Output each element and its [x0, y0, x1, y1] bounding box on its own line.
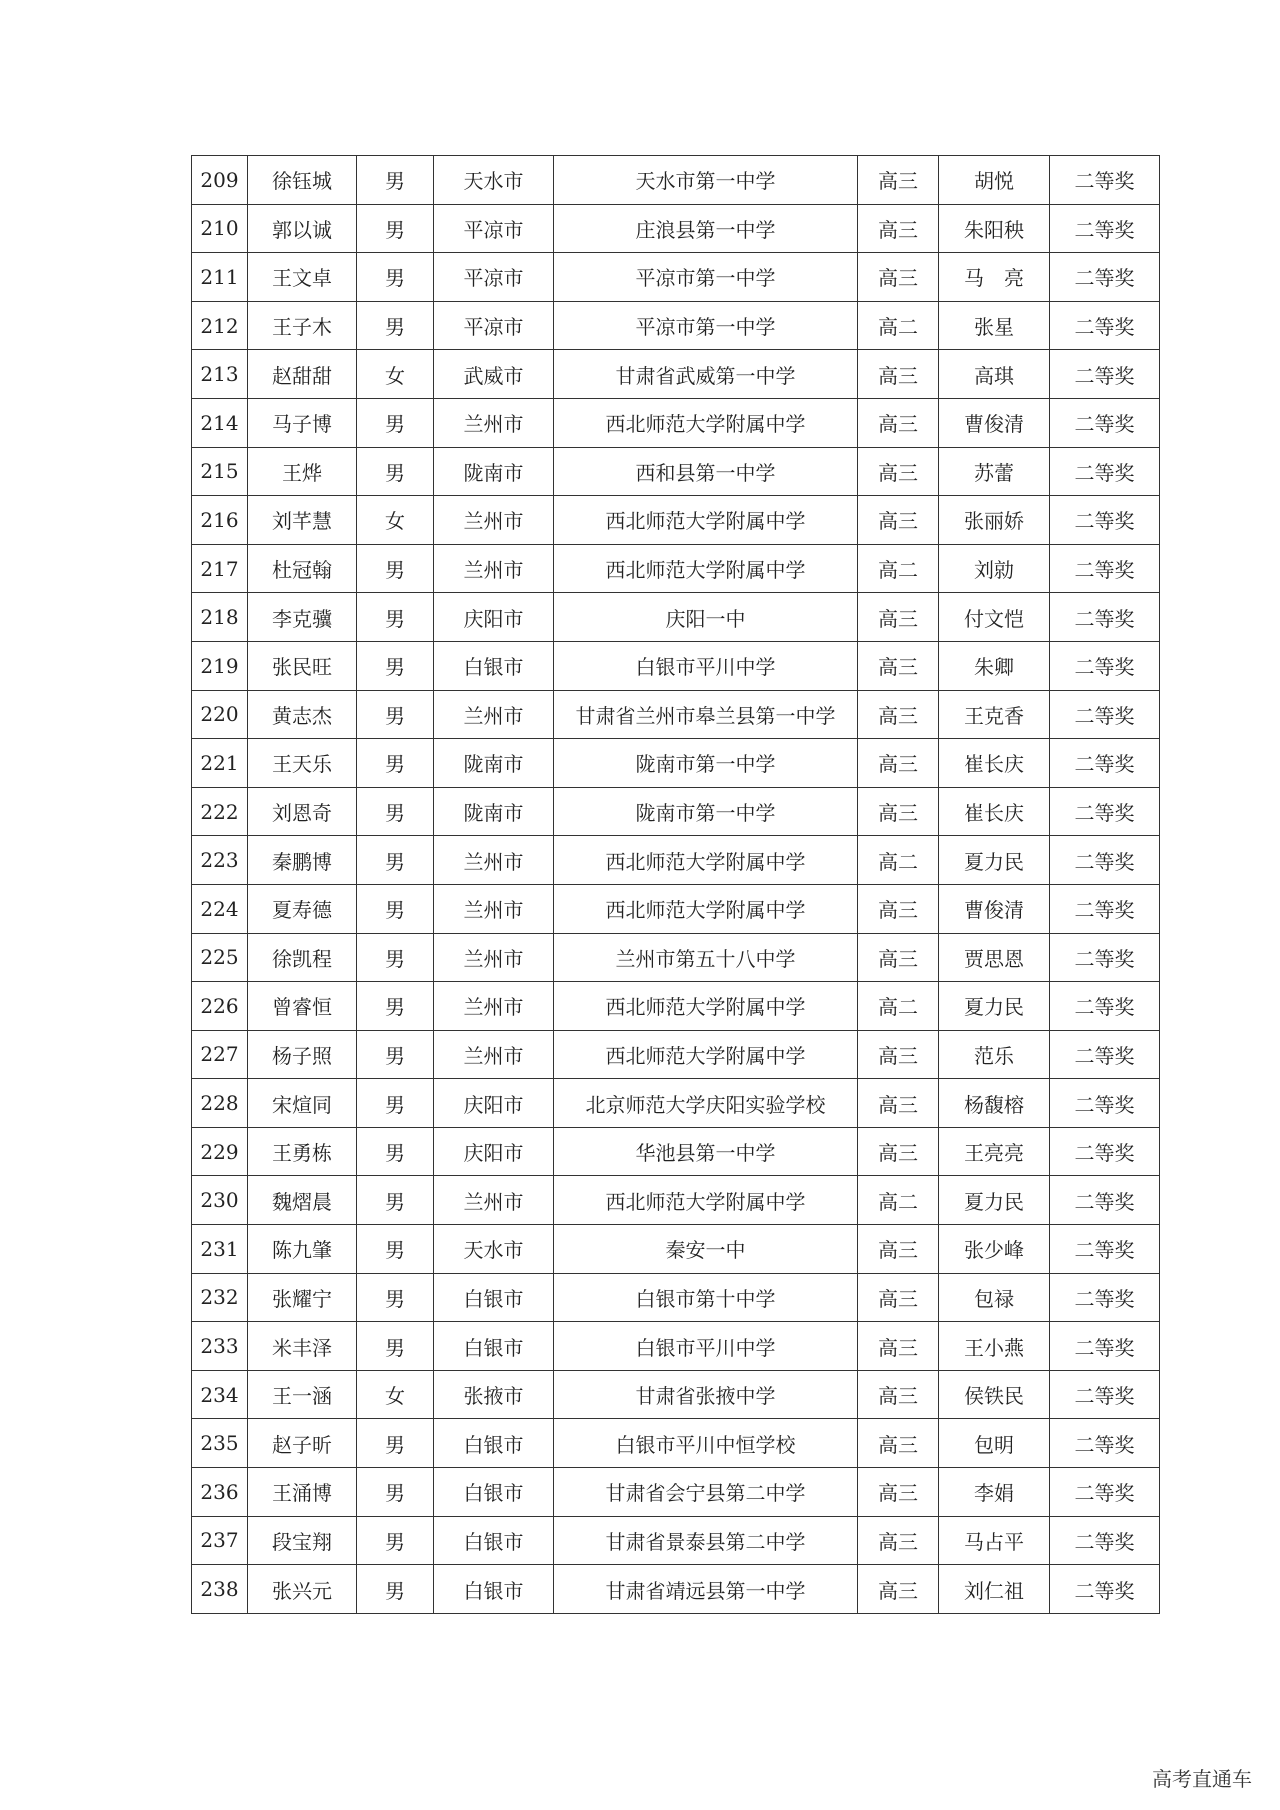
cell-school: 西北师范大学附属中学	[554, 1176, 858, 1225]
cell-number: 219	[192, 641, 248, 690]
cell-number: 220	[192, 690, 248, 739]
cell-grade: 高三	[858, 156, 939, 205]
cell-award: 二等奖	[1050, 982, 1160, 1031]
cell-city: 天水市	[434, 1225, 554, 1274]
cell-grade: 高三	[858, 641, 939, 690]
cell-number: 214	[192, 398, 248, 447]
table-row	[192, 544, 1160, 593]
table-row	[192, 204, 1160, 253]
cell-award: 二等奖	[1050, 1516, 1160, 1565]
cell-award: 二等奖	[1050, 1273, 1160, 1322]
table-row	[192, 982, 1160, 1031]
table-row	[192, 447, 1160, 496]
cell-award: 二等奖	[1050, 1322, 1160, 1371]
cell-grade: 高三	[858, 1030, 939, 1079]
cell-name: 刘恩奇	[248, 787, 357, 836]
cell-number: 237	[192, 1516, 248, 1565]
table-row	[192, 496, 1160, 545]
cell-grade: 高三	[858, 350, 939, 399]
cell-number: 211	[192, 253, 248, 302]
cell-grade: 高三	[858, 1565, 939, 1614]
cell-grade: 高三	[858, 1370, 939, 1419]
cell-grade: 高三	[858, 1079, 939, 1128]
cell-number: 228	[192, 1079, 248, 1128]
cell-name: 李克骥	[248, 593, 357, 642]
cell-teacher: 马 亮	[939, 253, 1050, 302]
cell-award: 二等奖	[1050, 1127, 1160, 1176]
cell-city: 庆阳市	[434, 1127, 554, 1176]
cell-award: 二等奖	[1050, 398, 1160, 447]
table-row	[192, 690, 1160, 739]
cell-school: 甘肃省靖远县第一中学	[554, 1565, 858, 1614]
cell-gender: 男	[357, 447, 434, 496]
cell-gender: 男	[357, 1468, 434, 1517]
cell-number: 222	[192, 787, 248, 836]
cell-teacher: 刘仁祖	[939, 1565, 1050, 1614]
cell-teacher: 付文恺	[939, 593, 1050, 642]
cell-number: 216	[192, 496, 248, 545]
cell-school: 西北师范大学附属中学	[554, 398, 858, 447]
table-row	[192, 350, 1160, 399]
cell-school: 西北师范大学附属中学	[554, 1030, 858, 1079]
cell-teacher: 朱阳秧	[939, 204, 1050, 253]
cell-school: 白银市第十中学	[554, 1273, 858, 1322]
cell-number: 231	[192, 1225, 248, 1274]
cell-city: 兰州市	[434, 982, 554, 1031]
cell-city: 兰州市	[434, 836, 554, 885]
cell-school: 甘肃省景泰县第二中学	[554, 1516, 858, 1565]
cell-award: 二等奖	[1050, 1468, 1160, 1517]
cell-school: 北京师范大学庆阳实验学校	[554, 1079, 858, 1128]
cell-teacher: 王克香	[939, 690, 1050, 739]
cell-teacher: 杨馥榕	[939, 1079, 1050, 1128]
table-row	[192, 884, 1160, 933]
cell-city: 兰州市	[434, 398, 554, 447]
cell-award: 二等奖	[1050, 544, 1160, 593]
table-row	[192, 593, 1160, 642]
cell-gender: 男	[357, 982, 434, 1031]
cell-number: 213	[192, 350, 248, 399]
cell-city: 天水市	[434, 156, 554, 205]
cell-teacher: 高琪	[939, 350, 1050, 399]
cell-number: 225	[192, 933, 248, 982]
cell-teacher: 朱卿	[939, 641, 1050, 690]
cell-school: 白银市平川中学	[554, 641, 858, 690]
table-row	[192, 1127, 1160, 1176]
cell-grade: 高三	[858, 447, 939, 496]
watermark-text: 高考直通车	[1152, 1767, 1252, 1791]
cell-gender: 男	[357, 884, 434, 933]
cell-grade: 高三	[858, 1516, 939, 1565]
cell-name: 米丰泽	[248, 1322, 357, 1371]
cell-teacher: 王亮亮	[939, 1127, 1050, 1176]
cell-school: 西北师范大学附属中学	[554, 544, 858, 593]
cell-city: 武威市	[434, 350, 554, 399]
cell-name: 杨子照	[248, 1030, 357, 1079]
table-row	[192, 1225, 1160, 1274]
cell-grade: 高三	[858, 1273, 939, 1322]
cell-school: 白银市平川中学	[554, 1322, 858, 1371]
cell-gender: 男	[357, 253, 434, 302]
cell-city: 庆阳市	[434, 593, 554, 642]
cell-grade: 高三	[858, 593, 939, 642]
cell-name: 徐钰城	[248, 156, 357, 205]
cell-name: 张民旺	[248, 641, 357, 690]
cell-name: 宋煊同	[248, 1079, 357, 1128]
cell-award: 二等奖	[1050, 884, 1160, 933]
cell-award: 二等奖	[1050, 836, 1160, 885]
cell-grade: 高三	[858, 398, 939, 447]
cell-award: 二等奖	[1050, 1565, 1160, 1614]
cell-name: 段宝翔	[248, 1516, 357, 1565]
table-row	[192, 641, 1160, 690]
cell-gender: 男	[357, 1176, 434, 1225]
cell-number: 227	[192, 1030, 248, 1079]
cell-number: 215	[192, 447, 248, 496]
cell-grade: 高二	[858, 836, 939, 885]
cell-number: 221	[192, 739, 248, 788]
cell-number: 218	[192, 593, 248, 642]
cell-award: 二等奖	[1050, 447, 1160, 496]
cell-teacher: 胡悦	[939, 156, 1050, 205]
cell-school: 华池县第一中学	[554, 1127, 858, 1176]
award-list-table	[191, 155, 1160, 1614]
cell-grade: 高三	[858, 884, 939, 933]
cell-name: 刘芊慧	[248, 496, 357, 545]
cell-number: 236	[192, 1468, 248, 1517]
cell-award: 二等奖	[1050, 1370, 1160, 1419]
cell-grade: 高二	[858, 1176, 939, 1225]
cell-grade: 高三	[858, 690, 939, 739]
cell-teacher: 崔长庆	[939, 739, 1050, 788]
cell-award: 二等奖	[1050, 933, 1160, 982]
cell-city: 平凉市	[434, 253, 554, 302]
cell-city: 白银市	[434, 1419, 554, 1468]
cell-name: 王子木	[248, 301, 357, 350]
cell-gender: 男	[357, 787, 434, 836]
cell-name: 曾睿恒	[248, 982, 357, 1031]
cell-number: 212	[192, 301, 248, 350]
cell-name: 张耀宁	[248, 1273, 357, 1322]
cell-gender: 男	[357, 1565, 434, 1614]
cell-teacher: 张星	[939, 301, 1050, 350]
cell-teacher: 张少峰	[939, 1225, 1050, 1274]
cell-grade: 高三	[858, 1225, 939, 1274]
cell-school: 秦安一中	[554, 1225, 858, 1274]
cell-number: 217	[192, 544, 248, 593]
cell-school: 陇南市第一中学	[554, 787, 858, 836]
cell-number: 235	[192, 1419, 248, 1468]
cell-award: 二等奖	[1050, 690, 1160, 739]
cell-number: 224	[192, 884, 248, 933]
cell-award: 二等奖	[1050, 1225, 1160, 1274]
cell-grade: 高三	[858, 739, 939, 788]
table-row	[192, 1565, 1160, 1614]
cell-school: 甘肃省武威第一中学	[554, 350, 858, 399]
cell-city: 平凉市	[434, 301, 554, 350]
cell-school: 甘肃省张掖中学	[554, 1370, 858, 1419]
table-row	[192, 1322, 1160, 1371]
cell-school: 陇南市第一中学	[554, 739, 858, 788]
cell-gender: 男	[357, 204, 434, 253]
cell-city: 兰州市	[434, 496, 554, 545]
cell-city: 陇南市	[434, 739, 554, 788]
cell-teacher: 王小燕	[939, 1322, 1050, 1371]
cell-teacher: 侯铁民	[939, 1370, 1050, 1419]
cell-gender: 男	[357, 544, 434, 593]
cell-school: 西北师范大学附属中学	[554, 836, 858, 885]
cell-city: 兰州市	[434, 1176, 554, 1225]
cell-award: 二等奖	[1050, 156, 1160, 205]
cell-grade: 高三	[858, 1322, 939, 1371]
cell-award: 二等奖	[1050, 253, 1160, 302]
cell-teacher: 曹俊清	[939, 884, 1050, 933]
cell-gender: 男	[357, 836, 434, 885]
cell-name: 赵子昕	[248, 1419, 357, 1468]
cell-city: 白银市	[434, 641, 554, 690]
cell-gender: 男	[357, 1273, 434, 1322]
cell-award: 二等奖	[1050, 301, 1160, 350]
cell-grade: 高二	[858, 982, 939, 1031]
cell-school: 庆阳一中	[554, 593, 858, 642]
cell-teacher: 贾思恩	[939, 933, 1050, 982]
cell-gender: 男	[357, 1516, 434, 1565]
cell-award: 二等奖	[1050, 496, 1160, 545]
cell-gender: 男	[357, 156, 434, 205]
table-row	[192, 787, 1160, 836]
table-row	[192, 739, 1160, 788]
cell-award: 二等奖	[1050, 739, 1160, 788]
cell-gender: 男	[357, 1127, 434, 1176]
cell-school: 甘肃省会宁县第二中学	[554, 1468, 858, 1517]
cell-gender: 男	[357, 301, 434, 350]
table-row	[192, 1176, 1160, 1225]
cell-gender: 男	[357, 1079, 434, 1128]
cell-award: 二等奖	[1050, 787, 1160, 836]
cell-gender: 女	[357, 1370, 434, 1419]
cell-teacher: 崔长庆	[939, 787, 1050, 836]
cell-name: 陈九肇	[248, 1225, 357, 1274]
cell-award: 二等奖	[1050, 1176, 1160, 1225]
cell-gender: 男	[357, 1322, 434, 1371]
cell-name: 王文卓	[248, 253, 357, 302]
cell-name: 赵甜甜	[248, 350, 357, 399]
cell-teacher: 范乐	[939, 1030, 1050, 1079]
cell-city: 兰州市	[434, 690, 554, 739]
cell-name: 王涌博	[248, 1468, 357, 1517]
cell-teacher: 李娟	[939, 1468, 1050, 1517]
cell-school: 平凉市第一中学	[554, 301, 858, 350]
cell-grade: 高三	[858, 253, 939, 302]
cell-number: 209	[192, 156, 248, 205]
cell-number: 234	[192, 1370, 248, 1419]
cell-city: 白银市	[434, 1565, 554, 1614]
cell-school: 甘肃省兰州市皋兰县第一中学	[554, 690, 858, 739]
table-row	[192, 301, 1160, 350]
cell-gender: 男	[357, 933, 434, 982]
cell-city: 兰州市	[434, 544, 554, 593]
cell-teacher: 曹俊清	[939, 398, 1050, 447]
cell-award: 二等奖	[1050, 350, 1160, 399]
cell-teacher: 包禄	[939, 1273, 1050, 1322]
table-row	[192, 1079, 1160, 1128]
cell-gender: 女	[357, 496, 434, 545]
cell-school: 兰州市第五十八中学	[554, 933, 858, 982]
cell-number: 233	[192, 1322, 248, 1371]
cell-name: 马子博	[248, 398, 357, 447]
cell-name: 夏寿德	[248, 884, 357, 933]
cell-grade: 高三	[858, 1419, 939, 1468]
cell-number: 223	[192, 836, 248, 885]
cell-school: 西北师范大学附属中学	[554, 884, 858, 933]
cell-name: 徐凯程	[248, 933, 357, 982]
cell-city: 平凉市	[434, 204, 554, 253]
cell-number: 230	[192, 1176, 248, 1225]
cell-school: 西和县第一中学	[554, 447, 858, 496]
table-row	[192, 1419, 1160, 1468]
cell-number: 229	[192, 1127, 248, 1176]
cell-award: 二等奖	[1050, 1419, 1160, 1468]
cell-award: 二等奖	[1050, 1079, 1160, 1128]
cell-school: 白银市平川中恒学校	[554, 1419, 858, 1468]
cell-name: 王勇栋	[248, 1127, 357, 1176]
cell-teacher: 张丽娇	[939, 496, 1050, 545]
table-row	[192, 1468, 1160, 1517]
cell-award: 二等奖	[1050, 1030, 1160, 1079]
cell-city: 白银市	[434, 1516, 554, 1565]
cell-city: 陇南市	[434, 447, 554, 496]
cell-teacher: 包明	[939, 1419, 1050, 1468]
table-row	[192, 836, 1160, 885]
cell-grade: 高三	[858, 933, 939, 982]
cell-grade: 高三	[858, 1127, 939, 1176]
cell-grade: 高三	[858, 204, 939, 253]
cell-school: 西北师范大学附属中学	[554, 496, 858, 545]
cell-city: 陇南市	[434, 787, 554, 836]
table-row	[192, 1030, 1160, 1079]
cell-school: 天水市第一中学	[554, 156, 858, 205]
cell-name: 王天乐	[248, 739, 357, 788]
cell-name: 杜冠翰	[248, 544, 357, 593]
cell-gender: 男	[357, 739, 434, 788]
cell-teacher: 夏力民	[939, 982, 1050, 1031]
cell-school: 庄浪县第一中学	[554, 204, 858, 253]
cell-gender: 男	[357, 1419, 434, 1468]
cell-name: 魏熠晨	[248, 1176, 357, 1225]
cell-name: 秦鹏博	[248, 836, 357, 885]
cell-award: 二等奖	[1050, 641, 1160, 690]
cell-gender: 男	[357, 690, 434, 739]
cell-grade: 高三	[858, 1468, 939, 1517]
cell-city: 兰州市	[434, 933, 554, 982]
cell-teacher: 马占平	[939, 1516, 1050, 1565]
cell-school: 平凉市第一中学	[554, 253, 858, 302]
cell-name: 王烨	[248, 447, 357, 496]
cell-grade: 高三	[858, 496, 939, 545]
cell-grade: 高三	[858, 787, 939, 836]
cell-name: 郭以诚	[248, 204, 357, 253]
cell-city: 白银市	[434, 1322, 554, 1371]
cell-gender: 男	[357, 641, 434, 690]
cell-gender: 男	[357, 1030, 434, 1079]
cell-name: 张兴元	[248, 1565, 357, 1614]
cell-number: 232	[192, 1273, 248, 1322]
table-row	[192, 253, 1160, 302]
cell-number: 210	[192, 204, 248, 253]
cell-name: 黄志杰	[248, 690, 357, 739]
cell-grade: 高二	[858, 544, 939, 593]
table-row	[192, 933, 1160, 982]
cell-city: 兰州市	[434, 1030, 554, 1079]
cell-award: 二等奖	[1050, 593, 1160, 642]
cell-gender: 男	[357, 1225, 434, 1274]
cell-teacher: 夏力民	[939, 1176, 1050, 1225]
cell-city: 兰州市	[434, 884, 554, 933]
cell-city: 庆阳市	[434, 1079, 554, 1128]
cell-number: 226	[192, 982, 248, 1031]
cell-city: 白银市	[434, 1273, 554, 1322]
cell-gender: 男	[357, 398, 434, 447]
table-row	[192, 156, 1160, 205]
cell-city: 白银市	[434, 1468, 554, 1517]
table-row	[192, 1273, 1160, 1322]
cell-teacher: 苏蕾	[939, 447, 1050, 496]
cell-gender: 男	[357, 593, 434, 642]
cell-school: 西北师范大学附属中学	[554, 982, 858, 1031]
table-row	[192, 398, 1160, 447]
cell-name: 王一涵	[248, 1370, 357, 1419]
table-row	[192, 1370, 1160, 1419]
table-body	[192, 156, 1160, 1614]
cell-teacher: 刘勍	[939, 544, 1050, 593]
cell-grade: 高二	[858, 301, 939, 350]
table-row	[192, 1516, 1160, 1565]
cell-number: 238	[192, 1565, 248, 1614]
cell-award: 二等奖	[1050, 204, 1160, 253]
cell-teacher: 夏力民	[939, 836, 1050, 885]
cell-city: 张掖市	[434, 1370, 554, 1419]
cell-gender: 女	[357, 350, 434, 399]
